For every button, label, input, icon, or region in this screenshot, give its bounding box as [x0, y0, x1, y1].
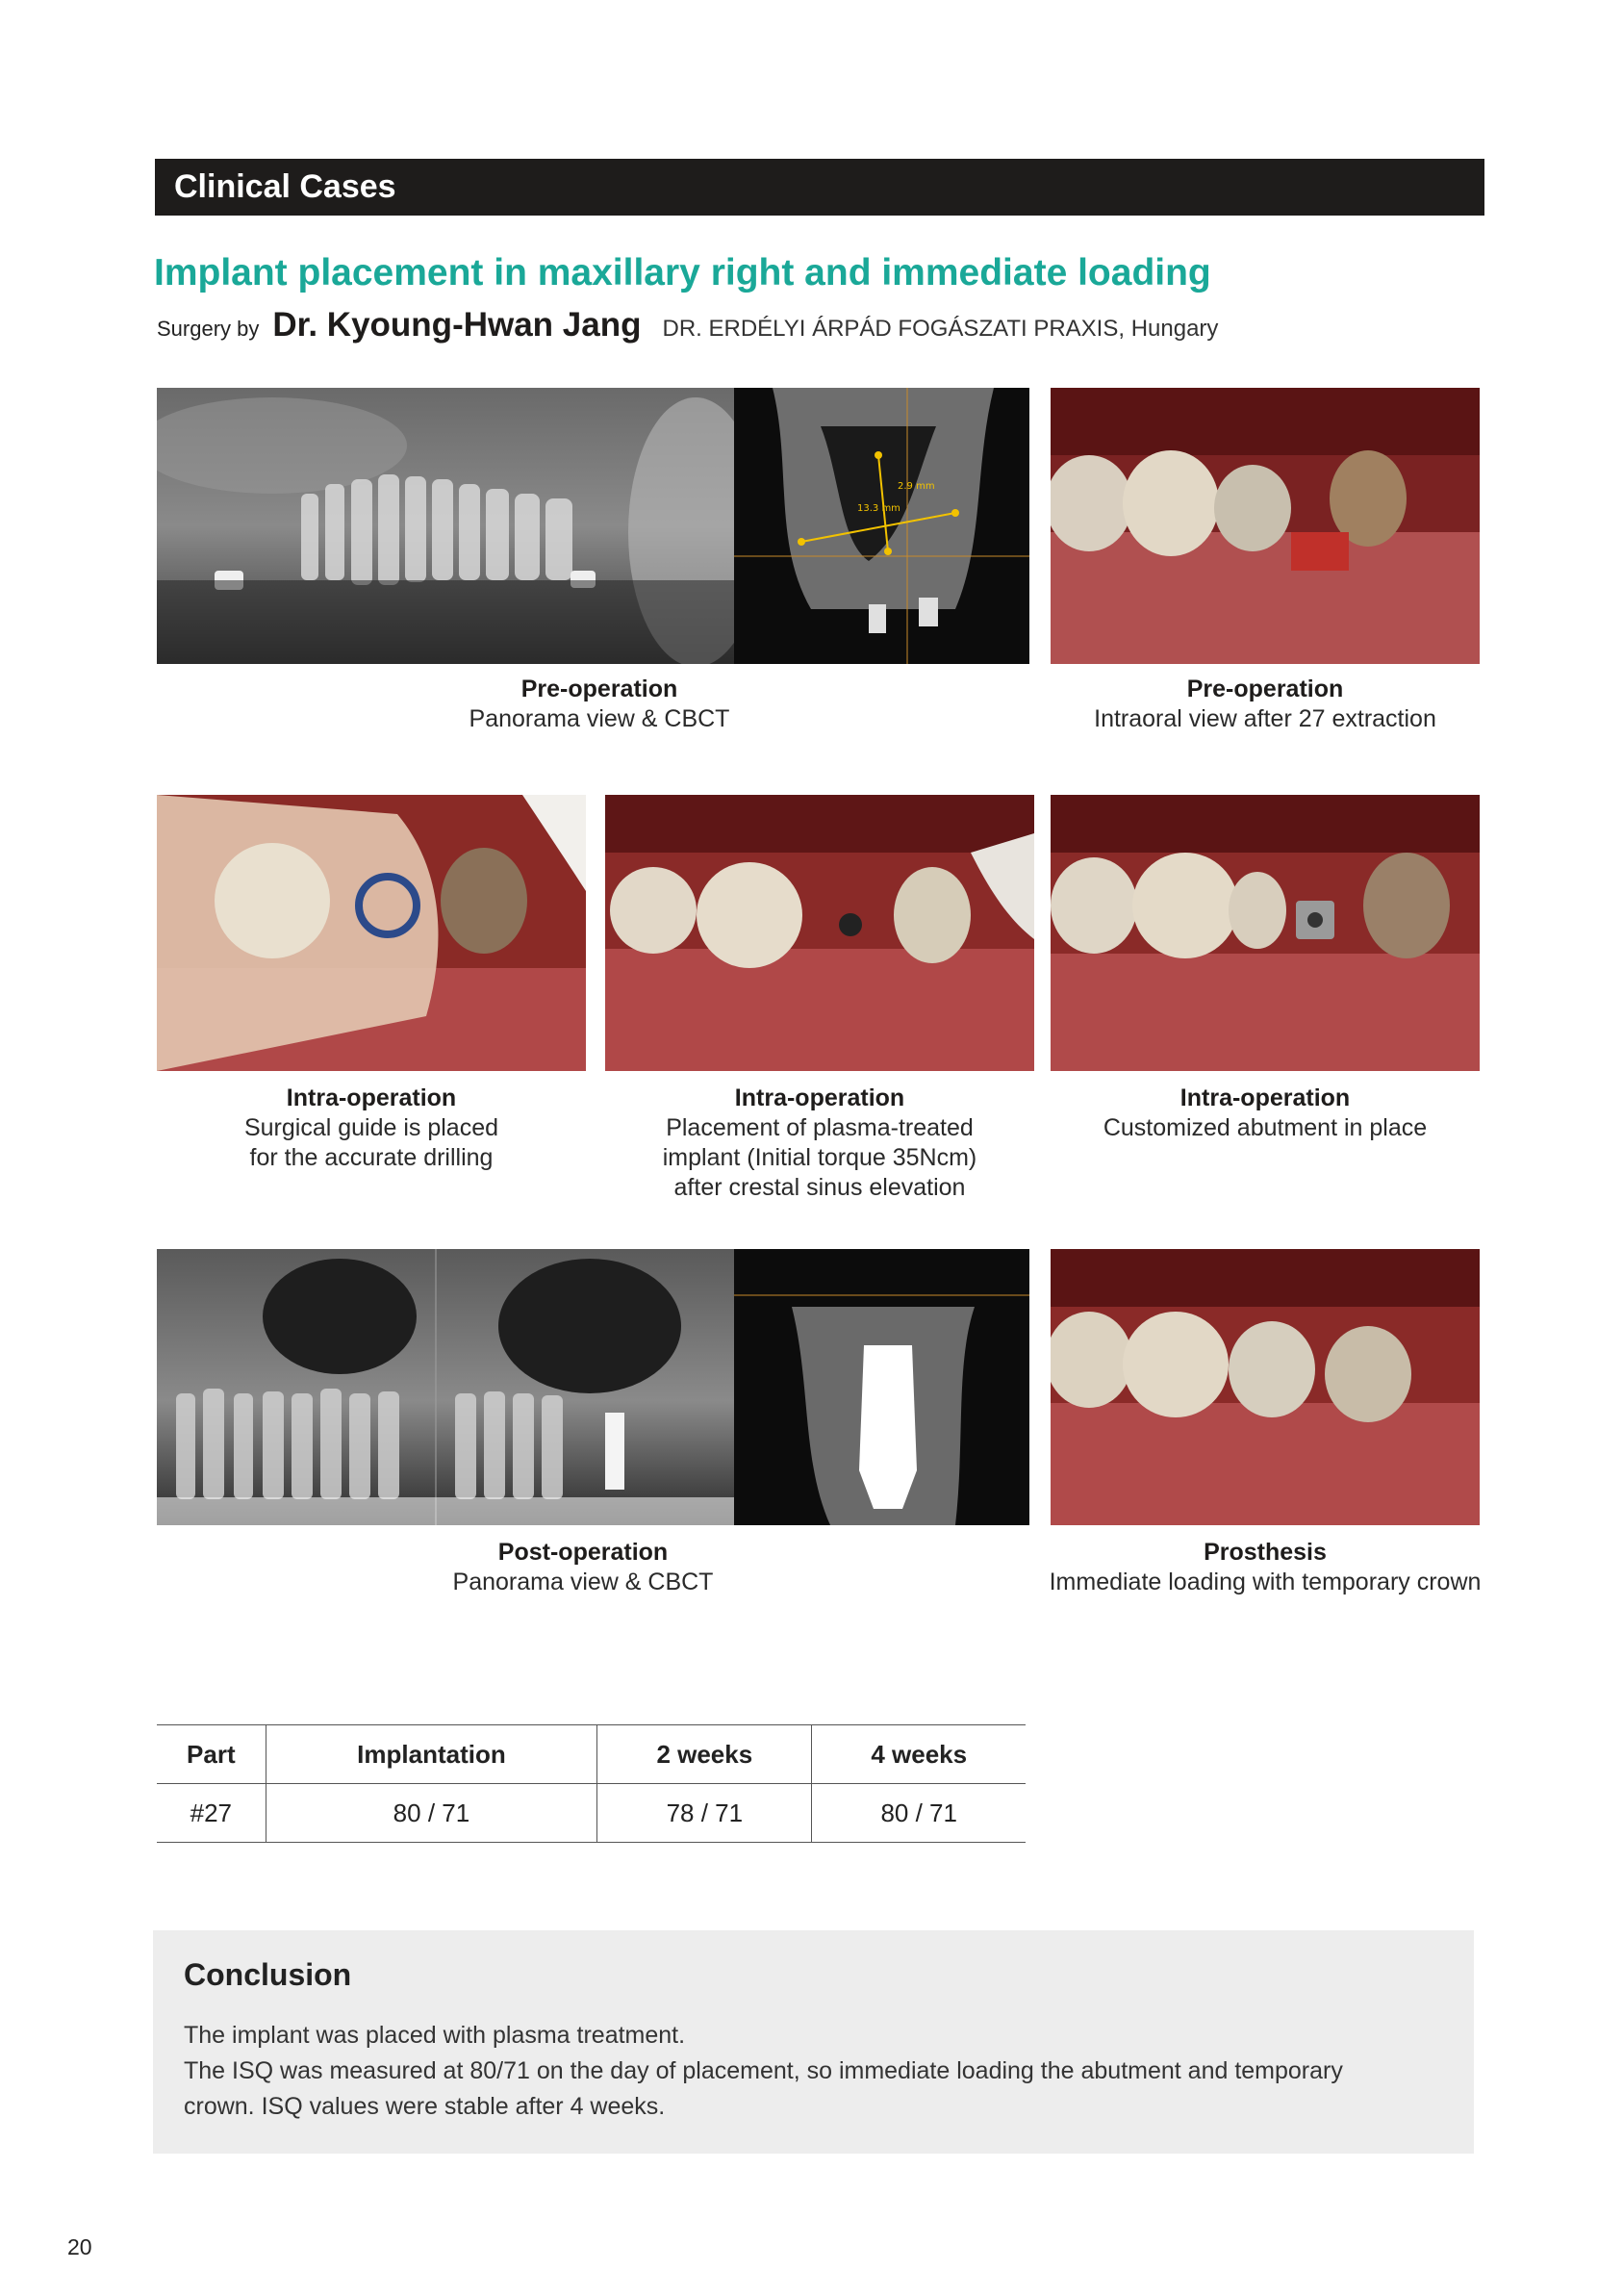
surgery-by-label: Surgery by	[157, 317, 260, 341]
figure-caption-2: Pre-operation Intraoral view after 27 extraction	[1094, 676, 1436, 732]
post-op-cbct-scan	[734, 1249, 1029, 1525]
cell-part: #27	[157, 1784, 266, 1843]
cbct-measure-1: 2.9 mm	[898, 481, 935, 492]
figure-caption-6: Post-operation Panorama view & CBCT	[452, 1539, 714, 1595]
col-2-weeks: 2 weeks	[597, 1725, 812, 1784]
page-number: 20	[67, 2234, 92, 2259]
cell-implantation: 80 / 71	[266, 1784, 597, 1843]
pre-op-cbct-scan	[734, 388, 1029, 664]
intra-op-surgical-guide-photo	[157, 795, 586, 1071]
doctor-name: Dr. Kyoung-Hwan Jang	[272, 306, 642, 344]
col-implantation: Implantation	[266, 1725, 597, 1784]
pre-op-intraoral-photo	[1051, 388, 1480, 664]
cell-4-weeks: 80 / 71	[812, 1784, 1026, 1843]
isq-table	[157, 1724, 1026, 1843]
post-op-panorama-xray	[157, 1249, 734, 1525]
intra-op-implant-placement-photo	[605, 795, 1034, 1071]
intra-op-abutment-photo	[1051, 795, 1480, 1071]
section-banner: Clinical Cases	[155, 159, 1484, 216]
conclusion-line: The ISQ was measured at 80/71 on the day of placement, so immediate loading the abutment and temporary	[184, 2057, 1343, 2084]
cbct-measure-2: 13.3 mm	[857, 503, 900, 514]
conclusion-box	[153, 1930, 1474, 2154]
cell-2-weeks: 78 / 71	[597, 1784, 812, 1843]
clinic-name: DR. ERDÉLYI ÁRPÁD FOGÁSZATI PRAXIS, Hungary	[662, 316, 1219, 342]
pre-op-panorama-xray	[157, 388, 734, 664]
case-title: Implant placement in maxillary right and immediate loading	[154, 252, 1211, 293]
figure-caption-3: Intra-operation Surgical guide is placed for the accurate drilling	[243, 1084, 499, 1171]
conclusion-line: crown. ISQ values were stable after 4 weeks.	[184, 2093, 666, 2120]
table-row	[157, 1784, 1026, 1843]
figure-caption-5: Intra-operation Customized abutment in place	[1103, 1084, 1428, 1141]
prosthesis-temporary-crown-photo	[1051, 1249, 1480, 1525]
table-header-row	[157, 1725, 1026, 1784]
conclusion-heading: Conclusion	[184, 1957, 352, 1992]
col-part: Part	[157, 1725, 266, 1784]
byline	[157, 306, 1218, 344]
figure-caption-4: Intra-operation Placement of plasma-treated implant (Initial torque 35Ncm) after crestal sinus elevation	[662, 1084, 977, 1201]
figure-caption-7: Prosthesis Immediate loading with temporary crown	[1049, 1539, 1482, 1595]
col-4-weeks: 4 weeks	[812, 1725, 1026, 1784]
figure-caption-1: Pre-operation Panorama view & CBCT	[469, 676, 730, 732]
conclusion-line: The implant was placed with plasma treatment.	[184, 2022, 686, 2049]
